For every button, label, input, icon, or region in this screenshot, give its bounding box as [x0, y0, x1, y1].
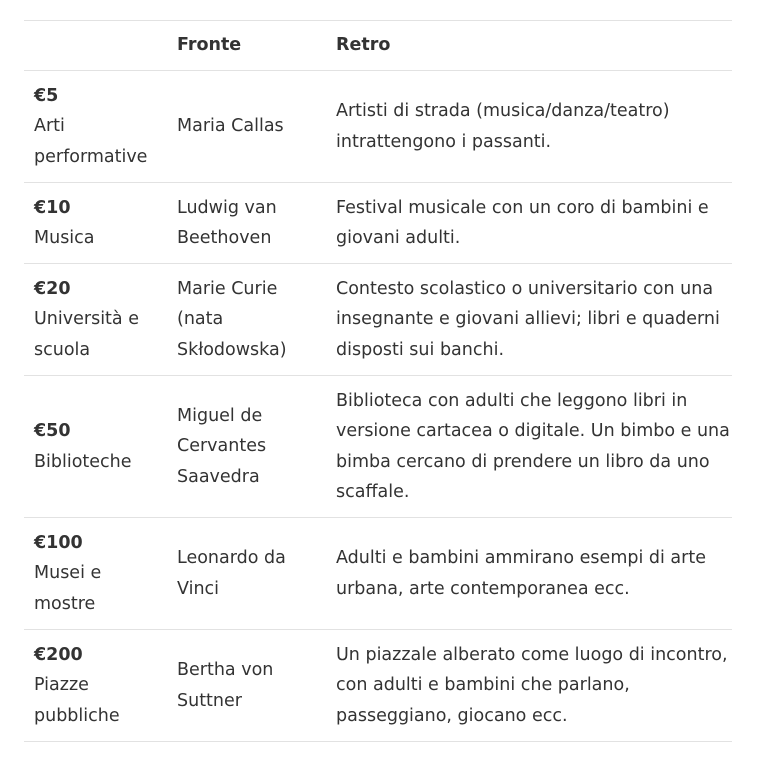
header-denomination — [24, 21, 167, 71]
header-front: Fronte — [167, 21, 326, 71]
denomination-value: €200 — [34, 644, 83, 665]
header-back: Retro — [326, 21, 732, 71]
denomination-cell — [24, 264, 167, 376]
front-cell: Miguel de Cervantes Saavedra — [167, 376, 326, 518]
back-cell: Festival musicale con un coro di bambini e giovani adulti. — [326, 183, 732, 264]
denomination-theme: Musei e mostre — [34, 563, 102, 614]
denomination-cell — [24, 376, 167, 518]
banknote-themes-table — [24, 20, 732, 742]
denomination-theme: Biblioteche — [34, 451, 132, 472]
front-cell: Marie Curie (nata Skłodowska) — [167, 264, 326, 376]
denomination-cell — [24, 518, 167, 630]
denomination-value: €10 — [34, 197, 71, 218]
back-cell: Artisti di strada (musica/danza/teatro) intrattengono i passanti. — [326, 71, 732, 183]
denomination-theme: Università e scuola — [34, 309, 139, 360]
denomination-value: €20 — [34, 278, 71, 299]
denomination-theme: Piazze pubbliche — [34, 675, 120, 726]
table-header-row — [24, 21, 732, 71]
front-cell: Ludwig van Beethoven — [167, 183, 326, 264]
banknote-table-container — [24, 20, 732, 742]
denomination-cell — [24, 71, 167, 183]
back-cell: Contesto scolastico o universitario con una insegnante e giovani allievi; libri e quaderni disposti sui banchi. — [326, 264, 732, 376]
table-row — [24, 264, 732, 376]
table-row — [24, 376, 732, 518]
denomination-cell — [24, 183, 167, 264]
denomination-cell — [24, 630, 167, 742]
denomination-value: €5 — [34, 85, 59, 106]
denomination-value: €100 — [34, 532, 83, 553]
denomination-value: €50 — [34, 421, 71, 441]
table-row — [24, 518, 732, 630]
table-row — [24, 183, 732, 264]
denomination-theme: Musica — [34, 228, 95, 248]
table-row — [24, 630, 732, 742]
back-cell: Adulti e bambini ammirano esempi di arte urbana, arte contemporanea ecc. — [326, 518, 732, 630]
front-cell: Leonardo da Vinci — [167, 518, 326, 630]
front-cell: Bertha von Suttner — [167, 630, 326, 742]
front-cell: Maria Callas — [167, 71, 326, 183]
back-cell: Un piazzale alberato come luogo di incontro, con adulti e bambini che parlano, passeggiano, giocano ecc. — [326, 630, 732, 742]
back-cell: Biblioteca con adulti che leggono libri in versione cartacea o digitale. Un bimbo e una bimba cercano di prendere un libro da uno scaffale. — [326, 376, 732, 518]
table-row — [24, 71, 732, 183]
denomination-theme: Arti performative — [34, 116, 148, 167]
